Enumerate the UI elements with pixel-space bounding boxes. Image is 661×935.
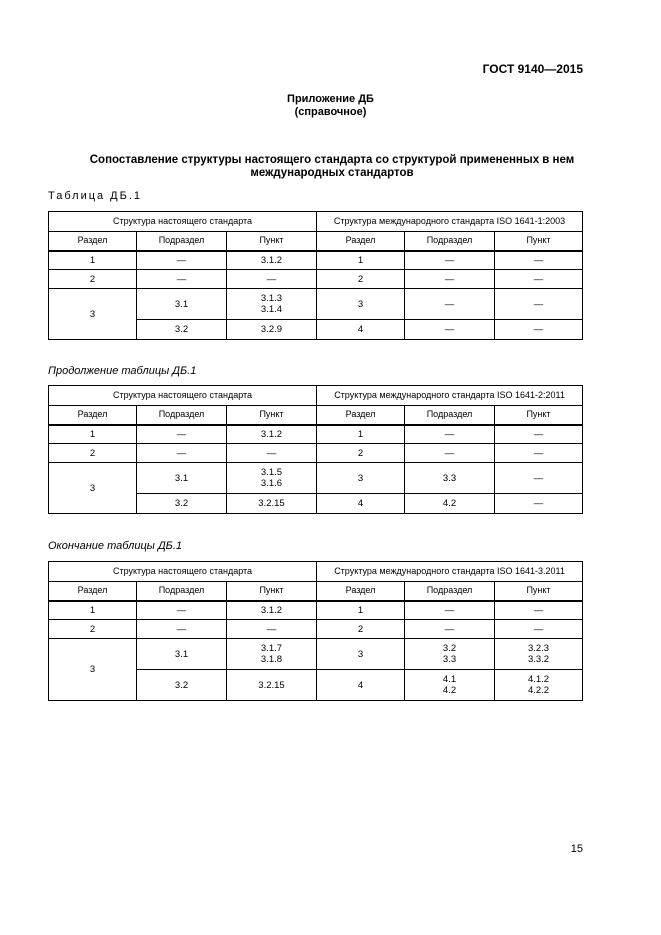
- cell-line: 3.3.2: [527, 654, 550, 665]
- cell: —: [405, 320, 495, 340]
- cell: 3.2.9: [227, 320, 317, 340]
- table3-col-item: Пункт: [227, 582, 317, 601]
- cell-line: 4.1: [442, 674, 457, 685]
- cell: 4: [317, 494, 405, 514]
- cell: 3: [317, 463, 405, 494]
- table2-group-left: Структура настоящего стандарта: [49, 386, 317, 406]
- table1-col-item: Пункт: [227, 232, 317, 251]
- table2: [48, 385, 583, 514]
- table-row: [49, 463, 583, 494]
- cell: 3: [317, 289, 405, 320]
- document-title: [48, 154, 616, 180]
- cell-line: 3.1.7: [260, 643, 283, 654]
- cell: 1: [317, 251, 405, 270]
- table-row: [49, 270, 583, 289]
- table1-col-section: Раздел: [49, 232, 137, 251]
- cell: 2: [49, 444, 137, 463]
- cell: 3.2: [137, 494, 227, 514]
- cell-line: 4.2: [442, 685, 457, 696]
- table3-col-section: Раздел: [49, 582, 137, 601]
- cell: 2: [317, 620, 405, 639]
- table3-col-intl-item: Пункт: [495, 582, 583, 601]
- cell: 3.1: [137, 463, 227, 494]
- cell: —: [137, 620, 227, 639]
- cell: 3: [317, 639, 405, 670]
- cell: —: [495, 270, 583, 289]
- cell: —: [495, 289, 583, 320]
- document-title-line-1: Сопоставление структуры настоящего стандарта со структурой примененных в нем: [89, 154, 575, 166]
- cell: [405, 639, 495, 670]
- table-row: [49, 425, 583, 444]
- cell: [405, 670, 495, 701]
- cell: —: [495, 463, 583, 494]
- table1-col-subsection: Подраздел: [137, 232, 227, 251]
- appendix-heading: [0, 93, 661, 119]
- cell: —: [405, 270, 495, 289]
- table-row: [49, 251, 583, 270]
- table3-group-right: Структура международного стандарта ISO 1641-3.2011: [317, 562, 583, 582]
- table2-col-item: Пункт: [227, 406, 317, 425]
- cell: —: [405, 251, 495, 270]
- table-row: [49, 444, 583, 463]
- cell-line: 3.1.8: [260, 654, 283, 665]
- cell: 3.2: [137, 670, 227, 701]
- cell: 2: [49, 270, 137, 289]
- table2-col-section: Раздел: [49, 406, 137, 425]
- cell: 1: [317, 601, 405, 620]
- cell: —: [137, 444, 227, 463]
- table2-col-intl-subsection: Подраздел: [405, 406, 495, 425]
- table-row: [49, 620, 583, 639]
- table-row: [49, 639, 583, 670]
- cell: —: [137, 251, 227, 270]
- table2-group-right: Структура международного стандарта ISO 1641-2:2011: [317, 386, 583, 406]
- cell-line: 3.2.3: [527, 643, 550, 654]
- cell: —: [137, 270, 227, 289]
- table1-col-intl-section: Раздел: [317, 232, 405, 251]
- cell: 3.1.2: [227, 425, 317, 444]
- cell: —: [495, 444, 583, 463]
- cell: —: [137, 425, 227, 444]
- cell: 2: [49, 620, 137, 639]
- table1-label: Таблица ДБ.1: [48, 190, 143, 202]
- cell: 3.1: [137, 639, 227, 670]
- cell: 3.1.2: [227, 251, 317, 270]
- table3-col-intl-section: Раздел: [317, 582, 405, 601]
- table2-column-header: [49, 406, 583, 425]
- cell: —: [405, 444, 495, 463]
- table2-col-intl-section: Раздел: [317, 406, 405, 425]
- table-row: [49, 601, 583, 620]
- cell: 1: [49, 251, 137, 270]
- cell: [495, 670, 583, 701]
- cell: 3.1.2: [227, 601, 317, 620]
- cell: 1: [317, 425, 405, 444]
- cell: —: [405, 425, 495, 444]
- cell: —: [227, 444, 317, 463]
- cell: —: [405, 601, 495, 620]
- document-title-line-2: международных стандартов: [250, 167, 414, 179]
- table1-group-left: Структура настоящего стандарта: [49, 212, 317, 232]
- cell: 4.2: [405, 494, 495, 514]
- standard-number: ГОСТ 9140—2015: [482, 62, 583, 76]
- cell-line: 3.3: [442, 654, 457, 665]
- cell-line: 3.2: [442, 643, 457, 654]
- cell-line: 3.1.6: [260, 478, 283, 489]
- appendix-title: Приложение ДБ: [287, 93, 374, 105]
- cell: —: [495, 425, 583, 444]
- cell: 3.1: [137, 289, 227, 320]
- cell: —: [495, 620, 583, 639]
- table3-group-left: Структура настоящего стандарта: [49, 562, 317, 582]
- table1-column-header: [49, 232, 583, 251]
- cell: —: [495, 494, 583, 514]
- table1-group-header: [49, 212, 583, 232]
- table1-group-right: Структура международного стандарта ISO 1641-1:2003: [317, 212, 583, 232]
- table1-col-intl-subsection: Подраздел: [405, 232, 495, 251]
- table3-col-intl-subsection: Подраздел: [405, 582, 495, 601]
- cell: 3.2: [137, 320, 227, 340]
- cell: —: [405, 289, 495, 320]
- cell: 3.3: [405, 463, 495, 494]
- cell: —: [227, 620, 317, 639]
- cell-line: 3.1.5: [260, 467, 283, 478]
- table1: [48, 211, 583, 340]
- cell-line: 3.1.4: [260, 304, 283, 315]
- cell-line: 4.1.2: [527, 674, 550, 685]
- table3-column-header: [49, 582, 583, 601]
- table2-group-header: [49, 386, 583, 406]
- cell: [227, 289, 317, 320]
- cell: [495, 639, 583, 670]
- table3: [48, 561, 583, 701]
- cell: 3.2.15: [227, 670, 317, 701]
- cell: 3: [49, 639, 137, 701]
- cell: [227, 463, 317, 494]
- cell: 2: [317, 444, 405, 463]
- cell: —: [137, 601, 227, 620]
- cell-line: 3.1.3: [260, 293, 283, 304]
- cell: —: [495, 601, 583, 620]
- table2-label: Продолжение таблицы ДБ.1: [48, 365, 197, 377]
- table3-group-header: [49, 562, 583, 582]
- cell-line: 4.2.2: [527, 685, 550, 696]
- cell: 1: [49, 425, 137, 444]
- table3-col-subsection: Подраздел: [137, 582, 227, 601]
- cell: 3.2.15: [227, 494, 317, 514]
- page-number: 15: [570, 843, 583, 855]
- cell: 3: [49, 463, 137, 514]
- cell: 1: [49, 601, 137, 620]
- appendix-subtitle: (справочное): [294, 106, 367, 118]
- table2-col-subsection: Подраздел: [137, 406, 227, 425]
- table3-label: Окончание таблицы ДБ.1: [48, 540, 183, 552]
- cell: [227, 639, 317, 670]
- cell: —: [405, 620, 495, 639]
- cell: —: [495, 251, 583, 270]
- cell: 4: [317, 670, 405, 701]
- cell: —: [495, 320, 583, 340]
- cell: 3: [49, 289, 137, 340]
- table1-col-intl-item: Пункт: [495, 232, 583, 251]
- cell: 2: [317, 270, 405, 289]
- table2-col-intl-item: Пункт: [495, 406, 583, 425]
- cell: 4: [317, 320, 405, 340]
- table-row: [49, 289, 583, 320]
- cell: —: [227, 270, 317, 289]
